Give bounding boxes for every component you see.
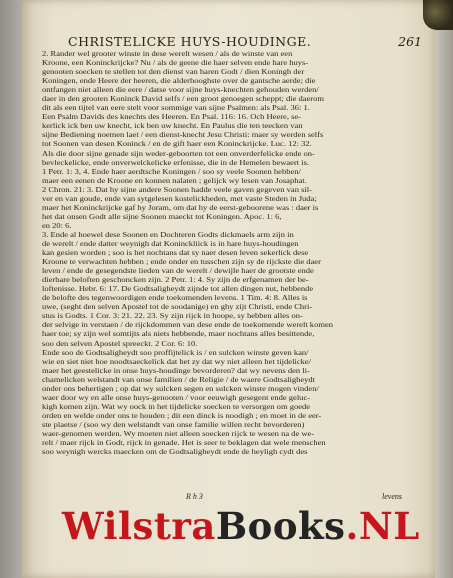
text-line: ver en van goude, ende van sytgelesen kostelickheden, met vaste Steden in Juda;	[42, 194, 317, 203]
text-line: relt / maer rijck in Godt, rijck in genade. Het is seer te beklagen dat wele menschen	[42, 439, 326, 448]
text-line: uwe, (seght den selven Apostel tot de soodanige) en ghy zijt Christi, ende Chri-	[42, 303, 313, 312]
watermark-part-3: .NL	[345, 504, 420, 548]
text-line: kerlick ick ben uw knecht, ick ben uw knecht. En Paulus die ten teecken van	[42, 122, 303, 131]
body-text	[42, 50, 420, 457]
watermark-logo	[62, 504, 420, 548]
text-line: maer een eenen de Kroone en konnen nalaten ; gelijck wy lesen van Josaphat.	[42, 176, 307, 185]
catchword: levens	[382, 492, 402, 501]
text-line: orden en welde onder ons te houden ; dit een dinck is noodigh ; en moet in de eer-	[42, 411, 322, 420]
text-line: 3. Ende al hoewel dese Soonen en Dochteren Godts dickmaels arm zijn in	[42, 230, 294, 239]
text-line: onder ons behertigen ; op dat wy sulcken segen en sulcken winste mogen vinden/	[42, 384, 319, 393]
text-line: soo den selven Apostel spreeckt. 2 Cor. 6: 10.	[42, 339, 198, 348]
text-line: Ende soo de Godtsaligheydt soo proffijtelick is / en sulcken winste geven kan/	[42, 348, 309, 357]
text-line: het dat onsen Godt alle sijne Soonen maeckt tot Koningen. Apoc. 1: 6,	[42, 212, 282, 221]
text-line: kan gesien worden ; soo is het nochtans dat sy naer desen leven sekerlick dese	[42, 249, 309, 258]
text-line: loftenisse. Hebr. 6: 17. De Godtsaligheydt zijnde tot allen dingen nut, hebbende	[42, 285, 314, 294]
text-line: haer toe; sy zijn wel somtijts als niets hebbende, maer nochtans alles besittende,	[42, 330, 315, 339]
text-line: waer door wy en alle onse huys-genooten / voor eeuwigh gesegent ende geluc-	[42, 393, 311, 402]
text-line: soo weynigh wercks maecken om de Godtsaligheydt ende de heyligh cydt des	[42, 448, 308, 457]
signature-mark: R h 3	[186, 492, 203, 501]
text-line: kigh komen zijn. Wat wy oock in het tijdelicke soecken te versorgen om goede	[42, 402, 311, 411]
text-line: de werelt / ende datter weynigh dat Koninckliick is in hare huys-houdingen	[42, 239, 299, 248]
text-line: waer-genomen werden. Wy moeten niet alleen soecken rijck te wesen na de we-	[42, 429, 315, 438]
text-line: en 20: 6.	[42, 221, 72, 230]
text-line: ste plaetse / (soo wy den welstandt van onse familie willen recht bevorderen)	[42, 420, 305, 429]
text-line: Koningen, ende Heere der heeren, die alderhooghste over de gantsche aerde; die	[42, 77, 316, 86]
text-line: stus is Godts. 1 Cor. 3: 21. 22. 23. Sy zijn rijck in hoope, sy hebben alles on-	[42, 312, 303, 321]
text-line: genooten soecken te stellen tot den dienst van haren Godt / dien Koningh der	[42, 68, 305, 77]
text-line: leven / ende de gesegendste lieden van de werelt / dewijle haer de grootste ende	[42, 267, 314, 276]
text-line: dierbare beloften geschoncken zijn. 2 Petr. 1: 4. Sy zijn de erfgenamen der be-	[42, 276, 309, 285]
text-line: daer in den grooten Koninck David selfs / een groot genoegen scheppt; die daerom	[42, 95, 325, 104]
page-number: 261	[398, 34, 422, 49]
text-line: 2. Rander wel grooter winste in dese werelt wesen / als de winste van een	[42, 50, 293, 58]
watermark-part-1: Wilstra	[62, 504, 216, 548]
binding-gutter	[0, 0, 24, 578]
text-line: chamelicken welstandt van onse familien / de Religie / de waere Godtsaligheydt	[42, 375, 316, 384]
text-line: ontfangen niet alleen die eere / datse voor sijne huys-knechten gehouden werden/	[42, 86, 319, 95]
text-line: wie en siet niet hoe noodtsaeckelick dat het zy dat wy niet alleen het tijdelicke/	[42, 357, 312, 366]
running-head: CHRISTELICKE HUYS-HOUDINGE.	[68, 34, 312, 49]
brass-clasp-corner	[423, 0, 453, 30]
page-header	[38, 34, 428, 50]
text-line: 1 Petr. 1: 3, 4. Ende haer aerdtsche Koningen / soo sy veele Soonen hebben/	[42, 167, 301, 176]
text-line: Als die door sijne genade sijn weder-geboorten tot een onverderfelicke ende on-	[42, 149, 315, 158]
text-line: 2 Chron. 21: 3. Dat hy sijne andere Soonen hadde veele gaven gegeven van sil-	[42, 185, 312, 194]
text-line: dit als een tijtel van eere stelt voor sommige van sijne Psalmen: als Psal. 36: 1.	[42, 104, 310, 113]
text-line: tot Soonen van desen Koninck / en de gift haer een Koninckrijcke. Luc. 12: 32.	[42, 140, 312, 149]
text-line: maer het Koninckrijcke gaf hy Joram, om dat hy de eerst-geboorene was : daer is	[42, 203, 319, 212]
text-line: Een Psalm Davids des knechts des Heeren. En Psal. 116: 16. Och Heere, se-	[42, 113, 302, 122]
text-line: maer het geestelicke in onse huys-houdinge bevorderen? dat wy nevens den li-	[42, 366, 310, 375]
text-line: de belofte des tegenwoordigen ende toekomenden levens. 1 Tim. 4: 8. Alles is	[42, 294, 308, 303]
watermark-part-2: Books	[215, 504, 346, 548]
text-line: der selvige in verstaen / de rijckdommen van dese ende de toekomende werelt komen	[42, 321, 333, 330]
text-line: Kroone, een Koninckrijcke? Nu / als de geene die haer selven ende hare huys-	[42, 59, 309, 68]
text-line: Kroone te verwachten hebben ; ende onder en tusschen zijn sy de rijckste die daer	[42, 258, 321, 267]
text-line: bevleckelicke, ende onverwelckelicke erfenisse, die in de Hemelen bewaert is.	[42, 158, 310, 167]
text-line: sijne Bediening noemen laet / een dienst-knecht Jesu Christi: maer sy werden selfs	[42, 131, 324, 140]
